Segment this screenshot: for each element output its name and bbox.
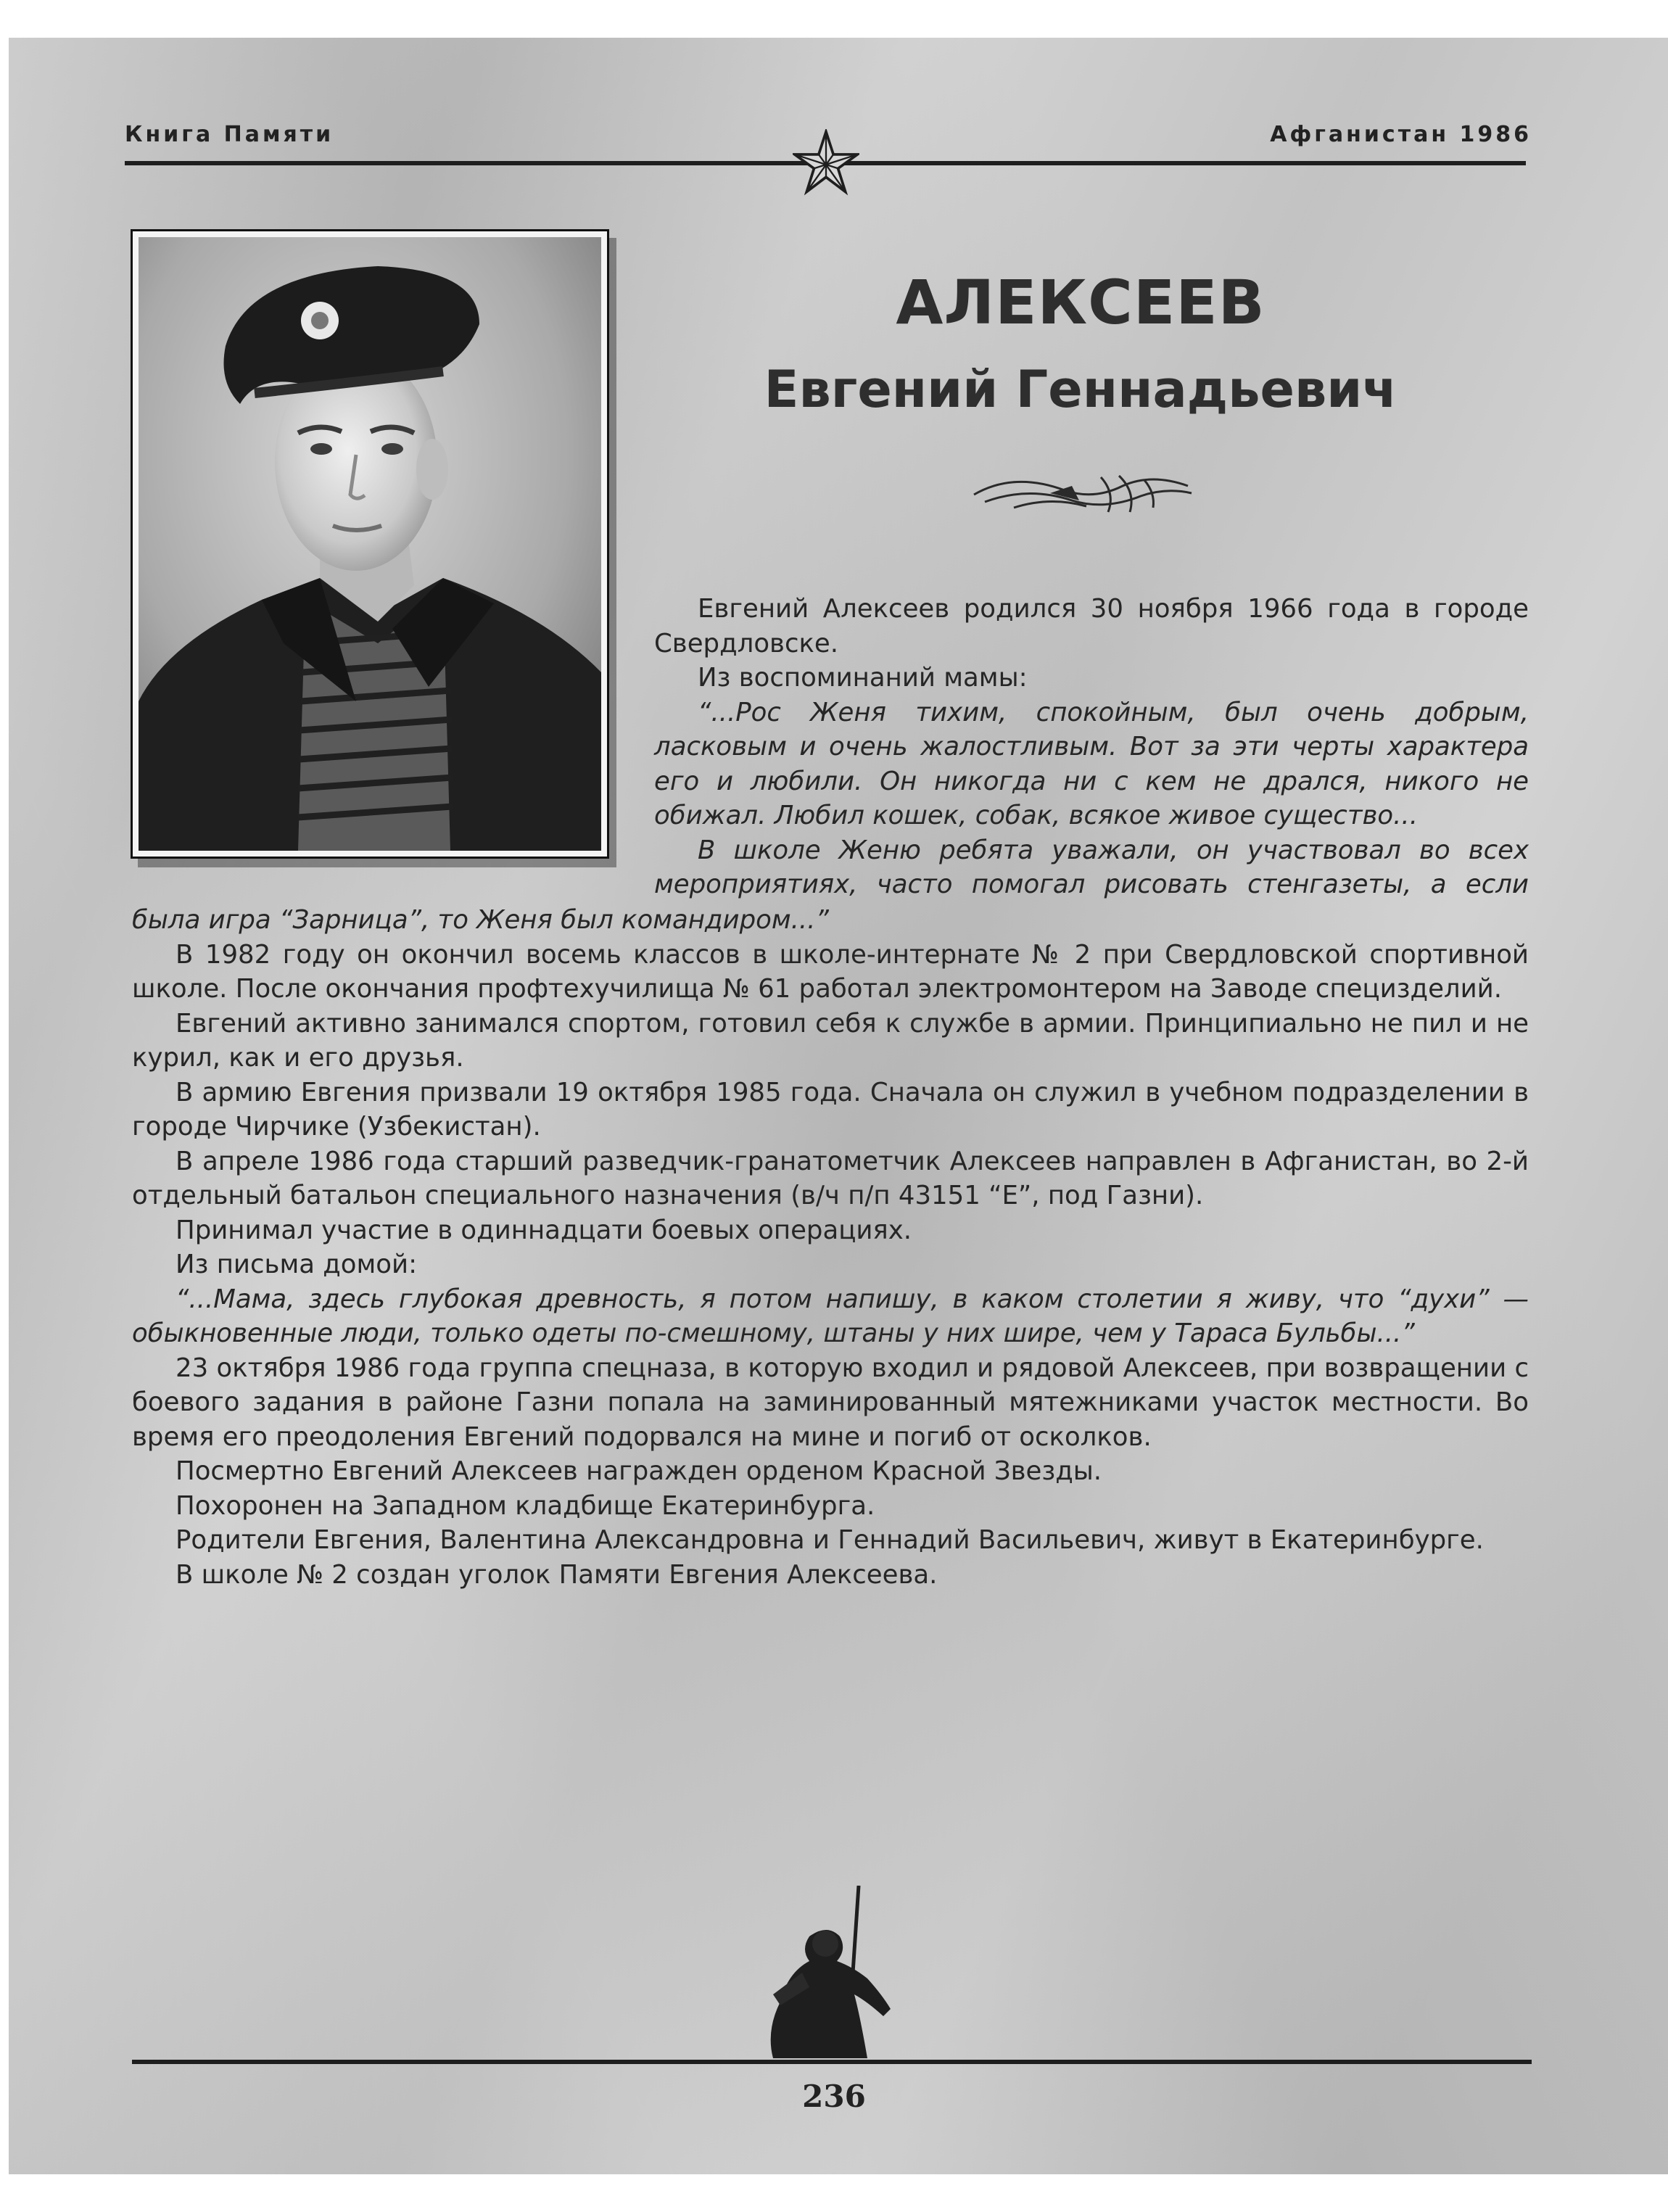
running-header-left: Книга Памяти xyxy=(125,122,334,147)
soldier-silhouette-icon xyxy=(759,1886,909,2058)
text-column-right xyxy=(654,592,1529,902)
paragraph: Принимал участие в одиннадцати боевых операциях. xyxy=(176,1215,912,1245)
quote-paragraph: “...Мама, здесь глубокая древность, я потом напишу, в каком столетии я живу, что “духи” — обыкновенные люди, только одеты по-смешному, штаны у них шире, чем у Тараса Бульбы...” xyxy=(132,1284,1529,1348)
paragraph: В 1982 году он окончил восемь классов в школе-интернате № 2 при Свердловской спортивной школе. После окончания профтехучилища № 61 работал электромонтером на Заводе специзделий. xyxy=(132,939,1529,1004)
running-header-right: Афганистан 1986 xyxy=(1270,122,1532,147)
paragraph: 23 октября 1986 года группа спецназа, в которую входил и рядовой Алексеев, при возвращении с боевого задания в районе Газни попала на заминированный мятежниками участок местности. Во время его преодоления Евгений подорвался на мине и погиб от осколков. xyxy=(132,1353,1529,1452)
person-given-names: Евгений Геннадьевич xyxy=(764,360,1397,419)
ornament-flourish-icon xyxy=(970,464,1195,522)
paragraph: Евгений Алексеев родился 30 ноября 1966 года в городе Свердловске. xyxy=(654,594,1529,659)
star-icon xyxy=(793,129,859,196)
footer-rule xyxy=(132,2060,1532,2064)
page-number: 236 xyxy=(802,2079,866,2114)
portrait-photo xyxy=(139,237,601,851)
portrait-frame xyxy=(131,229,609,859)
quote-paragraph: “...Рос Женя тихим, спокойным, был очень добрым, ласковым и очень жалостливым. Вот за эти черты характера его и любили. Он никогда ни с кем не дрался, никого не обижал. Любил кошек, собак, всякое живое существо... xyxy=(654,697,1529,830)
paragraph: В апреле 1986 года старший разведчик-гранатометчик Алексеев направлен в Афганистан, во 2-й отдельный батальон специального назначения (в/ч п/п 43151 “Е”, под Газни). xyxy=(132,1146,1529,1210)
paragraph: В школе № 2 создан уголок Памяти Евгения Алексеева. xyxy=(176,1559,938,1590)
text-column-full xyxy=(132,903,1529,1592)
paragraph: Евгений активно занимался спортом, готовил себя к службе в армии. Принципиально не пил и не курил, как и его друзья. xyxy=(132,1008,1529,1073)
person-surname: АЛЕКСЕЕВ xyxy=(896,267,1266,338)
paragraph: В армию Евгения призвали 19 октября 1985 года. Сначала он служил в учебном подразделении в городе Чирчике (Узбекистан). xyxy=(132,1077,1529,1142)
paragraph: Родители Евгения, Валентина Александровна и Геннадий Васильевич, живут в Екатеринбурге. xyxy=(176,1525,1484,1555)
quote-paragraph: была игра “Зарница”, то Женя был командиром...” xyxy=(132,905,829,935)
paragraph: Из письма домой: xyxy=(176,1250,418,1279)
quote-paragraph: В школе Женю ребята уважали, он участвовал во всех мероприятиях, часто помогал рисовать стенгазеты, а если xyxy=(654,835,1529,899)
paragraph: Посмертно Евгений Алексеев награжден орденом Красной Звезды. xyxy=(176,1456,1102,1486)
paragraph: Похоронен на Западном кладбище Екатеринбурга. xyxy=(176,1490,875,1521)
paragraph: Из воспоминаний мамы: xyxy=(698,663,1028,693)
